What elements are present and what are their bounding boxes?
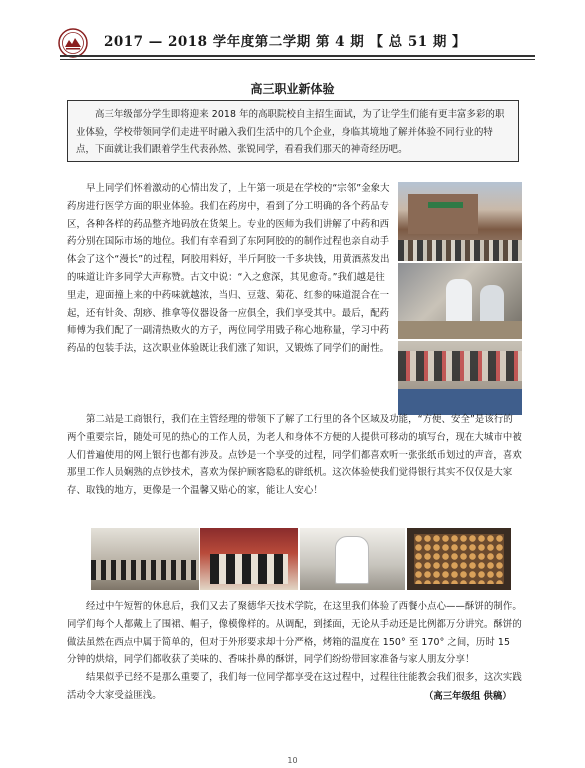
- photo-baking-class: [300, 528, 405, 590]
- photo-pastry-tray: [407, 528, 511, 590]
- article-signature: （高三年级组 供稿）: [424, 691, 512, 702]
- photo-medicine-preparation: [398, 263, 522, 339]
- article-title: 高三职业新体验: [250, 82, 335, 96]
- photo-pharmacy-visit: [398, 182, 522, 261]
- article-intro: 高三年级部分学生即将迎来 2018 年的高职院校自主招生面试，为了让学生们能有更丰富多彩的职业体验，学校带领同学们走进平时融入我们生活中的几个企业，身临其境地了解并体验不同行业的特点，下面就让我们跟着学生代表孙然、张锐同学，看看我们那天的神奇经历吧。: [67, 100, 519, 162]
- photo-students-lecture: [398, 341, 522, 415]
- school-emblem-icon: [58, 28, 88, 58]
- paragraph-bank: 第二站是工商银行，我们在主管经理的带领下了解了工行里的各个区域及功能，“方便、安全”是该行的两个重要宗旨，随处可见的热心的工作人员，为老人和身体不方便的人提供可移动的填写台，现在大城市中被人们普遍使用的网上银行也都有涉及。点钞是一个享受的过程，同学们都喜欢听一张张纸币划过的声音，喜欢那里工作人员娴熟的点钞技术，喜欢为保护顾客隐私的辟纸机。这次体验使我们觉得银行其实不仅仅是大家存、取钱的地方，更像是一个温馨又贴心的家，能让人安心！: [67, 414, 522, 497]
- paragraph-conclusion: 结果似乎已经不是那么重要了，我们每一位同学都享受在这过程中，过程往往能教会我们很多，这次实践活动令大家受益匪浅。: [67, 672, 522, 701]
- paragraph-pharmacy: 早上同学们怀着激动的心情出发了，上午第一项是在学校的“宗邻”金象大药房进行医学方面的职业体验。我们在药房中，看到了分工明确的各个药品专区，各种各样的药品整齐地码放在货架上。专业的医师为我们讲解了中药和西药分别在国际市场的地位。我们有幸看到了东阿阿胶的的制作过程也亲自动手体会了这个“漫长”的过程，阿胶用料好，半斤阿胶一千多块钱，用黄酒蒸发出的味道让许多同学大声称赞。古文中说：“入之愈深，其见愈奇。”我们越是往里走，迎面撞上来的中药味就越浓，当归、豆蔻、菊花、红参的味道混合在一起，还有针灸、刮痧、推拿等仪器设备一应俱全，我们享受其中。最后，配药师傅为我们配了一副清热败火的方子，两位同学用戥子称心地称量，学习中药药品的包装手法，这次职业体验既让我们涨了知识，又锻炼了同学们的耐性。: [67, 183, 390, 355]
- newsletter-issue-header: 2017 — 2018 学年度第二学期 第 4 期 【 总 51 期 】: [104, 34, 467, 50]
- photo-bank-hall: [91, 528, 199, 590]
- page-number: 10: [287, 756, 298, 765]
- photo-bank-counter: [200, 528, 298, 590]
- header-rule-thick: [60, 55, 535, 57]
- header-rule-thin: [60, 59, 535, 60]
- paragraph-pastry: 经过中午短暂的休息后，我们又去了聚德华天技术学院，在这里我们体验了西餐小点心——酥饼的制作。同学们每个人都戴上了围裙、帽子，像模像样的。从调配，到揉面，无论从手动还是比例都万分讲究。酥饼的做法虽然在西点中属于简单的，但对于外形要求却十分严格，烤箱的温度在 150° 至 170° 之间，历时 15 分钟的烘焙，同学们都收获了美味的、香味扑鼻的酥饼，同学们纷纷带回家准备与家人朋友分享！: [67, 601, 522, 666]
